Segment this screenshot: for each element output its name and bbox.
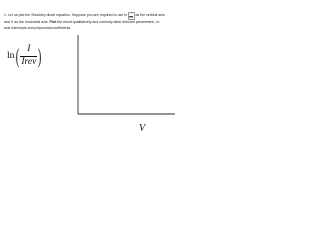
question-line-1-start: 1. Let us plot the Shockley diode equation. Suppose you are required to use ln — [4, 13, 128, 17]
y-axis-label-fraction — [20, 45, 37, 67]
question-line-2-end: the result qualitatively and correctly label relevant parameters, i.e. — [56, 20, 161, 25]
y-axis-label-right-paren: ) — [37, 43, 42, 68]
question-plot-emphasis: Plot — [49, 20, 57, 25]
x-axis-label: V — [139, 123, 146, 134]
y-axis-label-left-paren: ( — [15, 43, 20, 68]
inline-frac-numerator: I — [130, 13, 132, 15]
question-line-3: axis intercepts and polynomial coefficients. — [4, 25, 72, 30]
blank-axes — [0, 0, 200, 155]
y-axis-label-ln: ln — [7, 51, 15, 61]
y-axis-label-numerator: I — [27, 44, 31, 54]
y-axis-label — [7, 43, 43, 69]
question-line-2-start: and V as the horizontal axis. — [4, 20, 50, 25]
question-line-1-end: as the vertical axis — [135, 13, 165, 17]
inline-frac-denominator: Irev — [129, 16, 134, 19]
y-axis-label-denominator: Irev — [21, 56, 37, 67]
